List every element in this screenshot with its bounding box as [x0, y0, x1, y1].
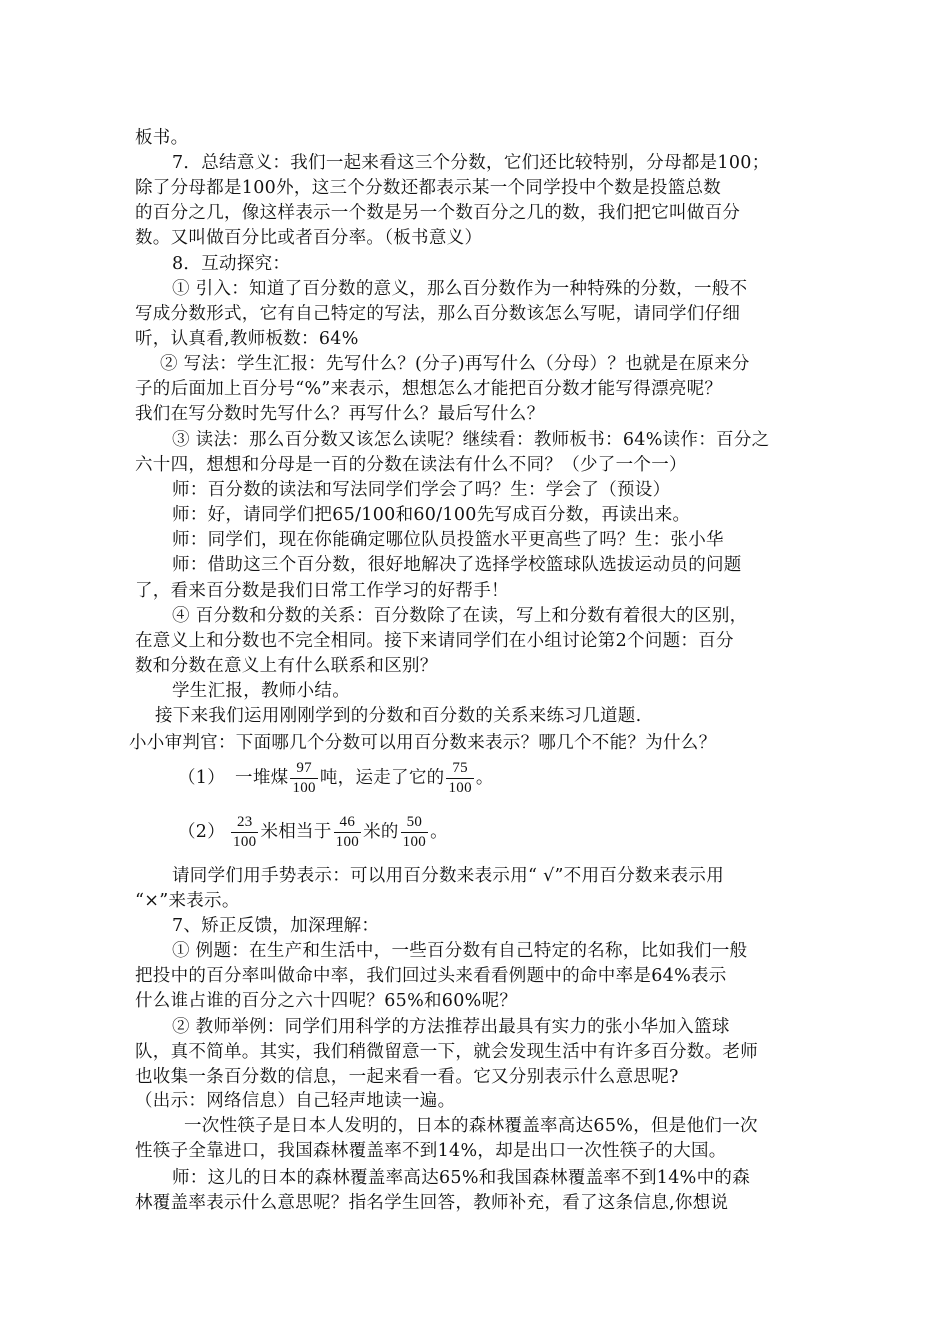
fraction — [334, 814, 361, 851]
text-line: 的百分之几，像这样表示一个数是另一个数百分之几的数，我们把它叫做百分 — [135, 203, 741, 223]
question-text: 吨，运走了它的 — [319, 768, 445, 788]
numerator: 46 — [339, 813, 356, 830]
question-text: 。 — [430, 822, 448, 842]
text-line: 8．互动探究： — [172, 254, 291, 274]
text-line: ④ 百分数和分数的关系：百分数除了在读，写上和分数有着很大的区别， — [172, 606, 748, 626]
text-line: 师：好，请同学们把65/100和60/100先写成百分数，再读出来。 — [172, 505, 691, 525]
question-1 — [178, 758, 494, 798]
text-line: 师：这儿的日本的森林覆盖率高达65%和我国森林覆盖率不到14%中的森 — [172, 1168, 750, 1188]
numerator: 75 — [452, 759, 468, 776]
fraction — [446, 760, 473, 797]
text-line: 接下来我们运用刚刚学到的分数和百分数的关系来练习几道题. — [155, 706, 642, 726]
text-line: （出示：网络信息）自己轻声地读一遍。 — [135, 1091, 456, 1111]
text-line: 队，真不简单。其实，我们稍微留意一下，就会发现生活中有许多百分数。老师 — [135, 1042, 758, 1062]
text-line: 师：同学们，现在你能确定哪位队员投篮水平更高些了吗？生：张小华 — [172, 530, 724, 550]
text-line: 把投中的百分率叫做命中率，我们回过头来看看例题中的命中率是64%表示 — [135, 966, 727, 986]
text-line: “×”来表示。 — [135, 891, 240, 911]
numerator: 23 — [236, 813, 253, 830]
text-line: 写成分数形式，它有自己特定的写法，那么百分数该怎么写呢，请同学们仔细 — [135, 304, 741, 324]
text-line: 学生汇报，教师小结。 — [172, 681, 350, 701]
text-line: 在意义上和分数也不完全相同。接下来请同学们在小组讨论第2个问题：百分 — [135, 631, 734, 651]
question-text: 一堆煤 — [235, 768, 289, 788]
text-line: 师：百分数的读法和写法同学们学会了吗？生：学会了（预设） — [172, 480, 671, 500]
text-line: ① 例题：在生产和生活中，一些百分数有自己特定的名称，比如我们一般 — [172, 941, 748, 961]
text-line: 子的后面加上百分号“%”来表示，想想怎么才能把百分数才能写得漂亮呢？ — [135, 379, 723, 399]
denominator: 100 — [448, 779, 472, 796]
question-text: 米的 — [363, 822, 399, 842]
text-line: 板书。 — [135, 128, 189, 148]
question-label: （2） — [178, 822, 226, 842]
text-line: ① 引入：知道了百分数的意义，那么百分数作为一种特殊的分数，一般不 — [172, 279, 748, 299]
text-line: 什么谁占谁的百分之六十四呢？65%和60%呢？ — [135, 991, 518, 1011]
text-line: 林覆盖率表示什么意思呢？指名学生回答，教师补充，看了这条信息,你想说 — [135, 1193, 729, 1213]
numerator: 97 — [296, 759, 312, 776]
text-line: 小小审判官：下面哪几个分数可以用百分数来表示？哪几个不能？为什么？ — [129, 733, 717, 753]
text-line: 六十四，想想和分母是一百的分数在读法有什么不同？（少了一个一） — [135, 455, 687, 475]
text-line: 了，看来百分数是我们日常工作学习的好帮手！ — [135, 581, 509, 601]
text-line: 我们在写分数时先写什么？再写什么？最后写什么？ — [135, 404, 545, 424]
numerator: 50 — [406, 813, 423, 830]
text-line: ② 教师举例：同学们用科学的方法推荐出最具有实力的张小华加入篮球 — [172, 1017, 730, 1037]
question-2 — [178, 812, 448, 852]
denominator: 100 — [402, 833, 427, 850]
text-line: 听，认真看,教师板数：64% — [135, 329, 359, 349]
text-line: 数和分数在意义上有什么联系和区别？ — [135, 656, 438, 676]
text-line: 也收集一条百分数的信息，一起来看一看。它又分别表示什么意思呢? — [135, 1067, 679, 1087]
denominator: 100 — [335, 833, 360, 850]
denominator: 100 — [292, 779, 316, 796]
question-label: （1） — [178, 768, 226, 788]
text-line: 性筷子全靠进口，我国森林覆盖率不到14%，却是出口一次性筷子的大国。 — [135, 1141, 727, 1161]
question-text: 。 — [475, 768, 494, 788]
text-line: 数。又叫做百分比或者百分率。（板书意义） — [135, 228, 483, 248]
question-text: 米相当于 — [260, 822, 332, 842]
denominator: 100 — [233, 833, 257, 850]
text-line: 一次性筷子是日本人发明的，日本的森林覆盖率高达65%，但是他们一次 — [184, 1116, 758, 1136]
text-line: 除了分母都是100外，这三个分数还都表示某一个同学投中个数是投篮总数 — [135, 178, 722, 198]
fraction — [290, 760, 317, 797]
text-line: 请同学们用手势表示：可以用百分数来表示用“ √”不用百分数来表示用 — [172, 866, 725, 886]
fraction — [231, 814, 258, 851]
text-line: 7、矫正反馈，加深理解： — [172, 916, 380, 936]
text-line: ③ 读法：那么百分数又该怎么读呢？继续看：教师板书：64%读作：百分之 — [172, 430, 770, 450]
text-line: 师：借助这三个百分数，很好地解决了选择学校篮球队选拔运动员的问题 — [172, 555, 742, 575]
text-line: ② 写法：学生汇报：先写什么？(分子)再写什么（分母）？也就是在原来分 — [160, 354, 750, 374]
fraction — [401, 814, 428, 851]
text-line: 7．总结意义：我们一起来看这三个分数，它们还比较特别，分母都是100； — [172, 153, 770, 173]
